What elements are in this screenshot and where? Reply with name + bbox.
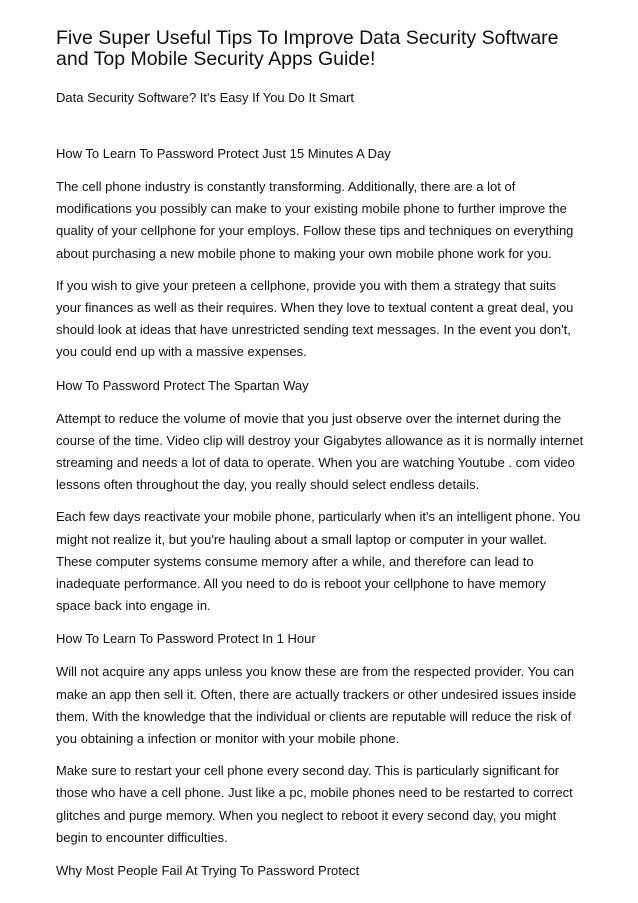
paragraph: The cell phone industry is constantly transforming. Additionally, there are a lot of modifications you possibly can make to your existing mobile phone to further improve the quality of your cellphone for your employs. Follow these tips and techniques on everything about purchasing a new mobile phone to making your own mobile phone work for you. [56, 179, 574, 261]
section-heading: How To Learn To Password Protect Just 15 Minutes A Day [56, 146, 391, 161]
paragraph: Make sure to restart your cell phone every second day. This is particularly significant for those who have a cell phone. Just like a pc, mobile phones need to be restarted to correct glitches and purge memory. When you neglect to reboot it every second day, you might begin to encounter difficulties. [56, 763, 573, 845]
section-heading: How To Password Protect The Spartan Way [56, 377, 309, 393]
paragraph: Attempt to reduce the volume of movie that you just observe over the internet during the course of the time. Video clip will destroy your Gigabytes allowance as it is normally internet streaming and needs a lot of data to operate. When you are watching Youtube . com video lessons often throughout the day, you really should select endless details. [56, 410, 584, 493]
document-subtitle: Data Security Software? It's Easy If You Do It Smart [56, 90, 355, 105]
section-heading: Why Most People Fail At Trying To Password Protect [56, 863, 360, 879]
paragraph: Each few days reactivate your mobile phone, particularly when it's an intelligent phone. You might not realize it, but you're hauling about a small laptop or computer in your wallet. These computer systems consume memory after a while, and therefore can lead to inadequate performance. All you need to do is reboot your cellphone to have memory space back into engage in. [56, 509, 581, 614]
section-heading: How To Learn To Password Protect In 1 Hour [56, 631, 316, 647]
paragraph: If you wish to give your preteen a cellphone, provide you with them a strategy that suits your finances as well as their requires. When they love to textual content a great deal, you should look at ideas that have unrestricted sending text messages. In the event you don't, you could end up with a massive expenses. [56, 277, 574, 360]
document-title: Five Super Useful Tips To Improve Data Security Software and Top Mobile Security Apps Guide! [56, 27, 559, 70]
paragraph: Will not acquire any apps unless you know these are from the respected provider. You can make an app then sell it. Often, there are actually trackers or other undesired issues inside them. With the knowledge that the individual or clients are reputable will reduce the risk of you obtaining a infection or monitor with your mobile phone. [56, 664, 577, 747]
document-page [56, 28, 584, 881]
